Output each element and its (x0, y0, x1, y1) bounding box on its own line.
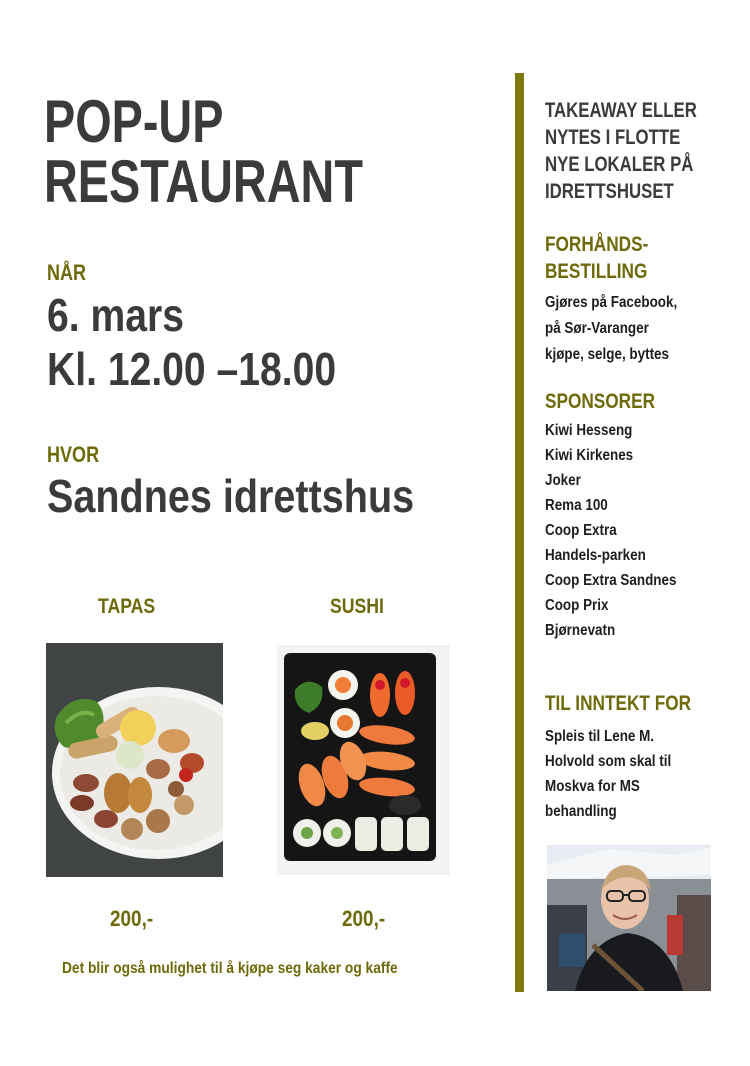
sushi-label: SUSHI (330, 595, 384, 618)
takeaway-line-3: NYE LOKALER PÅ (545, 153, 694, 176)
income-text-line-3: Moskva for MS (545, 778, 640, 795)
takeaway-line-4: IDRETTSHUSET (545, 180, 674, 203)
preorder-title-line-1: FORHÅNDS- (545, 233, 649, 256)
when-label: NÅR (47, 260, 87, 285)
title-line-1: POP-UP (44, 88, 224, 155)
sponsor-item: Kiwi Hesseng (545, 422, 633, 439)
tapas-plate-photo (46, 643, 223, 877)
sponsor-item: Coop Extra Sandnes (545, 572, 677, 589)
income-text (545, 724, 671, 824)
preorder-title (545, 231, 648, 285)
preorder-text-line-2: på Sør-Varanger (545, 320, 649, 337)
sushi-box-photo (277, 645, 450, 875)
income-text-line-2: Holvold som skal til (545, 753, 672, 770)
sushi-price: 200,- (342, 906, 386, 931)
sponsor-item: Coop Extra (545, 522, 617, 539)
where-value: Sandnes idrettshus (47, 470, 415, 522)
when-date: 6. mars (47, 289, 184, 341)
preorder-title-line-2: BESTILLING (545, 260, 648, 283)
when-time: Kl. 12.00 –18.00 (47, 343, 337, 395)
tapas-price: 200,- (110, 906, 154, 931)
takeaway-line-2: NYTES I FLOTTE (545, 126, 681, 149)
person-photo (547, 845, 711, 991)
sponsors-list (545, 418, 676, 643)
sponsor-item: Rema 100 (545, 497, 608, 514)
takeaway-heading (545, 97, 697, 205)
title-line-2: RESTAURANT (44, 148, 363, 215)
income-text-line-4: behandling (545, 803, 617, 820)
where-label: HVOR (47, 442, 100, 467)
footer-note: Det blir også mulighet til å kjøpe seg kaker og kaffe (62, 960, 398, 977)
income-text-line-1: Spleis til Lene M. (545, 728, 655, 745)
sponsor-item: Joker (545, 472, 581, 489)
takeaway-line-1: TAKEAWAY ELLER (545, 99, 697, 122)
sponsor-item: Handels-parken (545, 547, 646, 564)
preorder-text-line-1: Gjøres på Facebook, (545, 294, 678, 311)
sponsor-item: Bjørnevatn (545, 622, 616, 639)
preorder-text (545, 290, 677, 368)
column-divider (515, 73, 524, 992)
preorder-text-line-3: kjøpe, selge, byttes (545, 346, 669, 363)
tapas-label: TAPAS (98, 595, 156, 618)
sponsor-item: Coop Prix (545, 597, 609, 614)
sponsor-item: Kiwi Kirkenes (545, 447, 634, 464)
sponsors-title: SPONSORER (545, 390, 656, 413)
income-title: TIL INNTEKT FOR (545, 692, 692, 715)
